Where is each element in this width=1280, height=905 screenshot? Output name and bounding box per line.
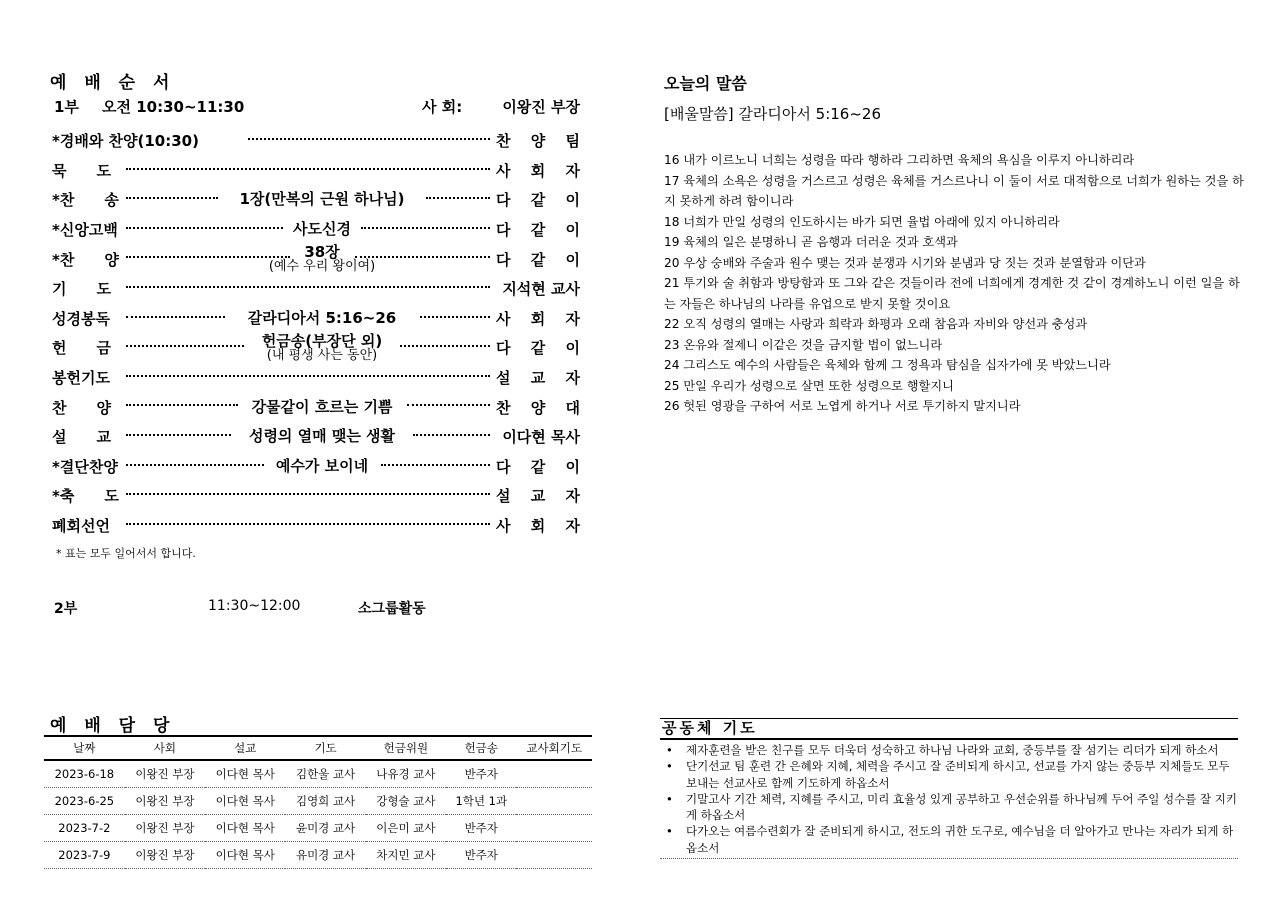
order-row [52, 422, 580, 452]
order-item-detail [202, 244, 442, 274]
order-item-detail-sub: (예수 우리 왕이여) [268, 259, 376, 275]
order-item-detail-text: 헌금송(부장단 외) [261, 331, 383, 350]
verse-line: 26 헛된 영광을 구하여 서로 노엽게 하거나 서로 투기하지 말지니라 [664, 399, 1021, 413]
order-item-detail [202, 392, 442, 422]
scripture-reference: [배울말씀] 갈라디아서 5:16~26 [664, 105, 881, 123]
staff-header-cell: 교사회기도 [516, 736, 592, 760]
table-row [44, 815, 592, 842]
order-item-person-char: 같 [530, 457, 546, 476]
order-item-person [496, 126, 580, 156]
service2-time: 11:30~12:00 [208, 598, 301, 614]
staff-header-cell: 기도 [285, 736, 365, 760]
order-item-detail [202, 333, 442, 363]
order-item-person-char: 이 [565, 339, 580, 358]
order-item-detail [202, 185, 442, 215]
service1-part: 1부 [54, 98, 79, 116]
order-item-person-char: 찬 [496, 398, 511, 417]
order-item-detail-text: 1장(만복의 근원 하나님) [239, 190, 405, 209]
verse-line: 16 내가 이르노니 너희는 성령을 따라 행하라 그리하면 육체의 욕심을 이루지 아니하리라 [664, 153, 1135, 167]
order-item-person [496, 392, 580, 422]
order-item-person-char: 이 [565, 250, 580, 269]
staff-cell: 이다현 목사 [205, 760, 285, 788]
order-item-person-char: 자 [565, 517, 580, 536]
staff-cell [516, 760, 592, 788]
dotted-leader [126, 227, 283, 229]
staff-cell [516, 788, 592, 815]
verse-list [664, 150, 1244, 417]
order-item-person: 지석현 교사 [502, 280, 580, 299]
order-item-person-char: 같 [530, 250, 546, 269]
order-item-person-char: 양 [530, 132, 546, 151]
dotted-leader [126, 197, 218, 199]
service2-row [54, 598, 454, 618]
service2-part: 2부 [54, 601, 78, 617]
staff-cell: 이왕진 부장 [125, 842, 205, 869]
order-item-label: 기 도 [52, 280, 111, 299]
order-item-person-char: 다 [496, 457, 511, 476]
order-item-person-char: 같 [530, 339, 546, 358]
staff-header-cell: 설교 [205, 736, 285, 760]
worship-order-list [52, 126, 580, 540]
service1-host-label: 사 회: [422, 98, 463, 116]
dotted-leader [426, 197, 490, 199]
service1-header [54, 96, 580, 118]
order-item-detail-text: 38장 [304, 243, 340, 262]
staff-cell: 2023-6-25 [44, 788, 125, 815]
order-item-label: *찬 양 [52, 250, 119, 269]
order-item-detail [202, 452, 442, 482]
order-item-person-char: 같 [530, 221, 546, 240]
bullet-icon: • [666, 743, 673, 757]
order-row [52, 156, 580, 186]
order-item-person [496, 244, 580, 274]
order-item-person-char: 교 [530, 369, 546, 388]
staff-cell: 반주자 [446, 842, 516, 869]
order-item-person-char: 이 [565, 457, 580, 476]
staff-cell: 1학년 1과 [446, 788, 516, 815]
order-item-person-char: 다 [496, 250, 511, 269]
order-item-label: *신앙고백 [52, 221, 118, 240]
staff-header-cell: 날짜 [44, 736, 125, 760]
order-item-person-char: 자 [565, 161, 580, 180]
order-item-person [496, 333, 580, 363]
staff-table [44, 735, 592, 869]
dotted-leader [126, 345, 244, 347]
dotted-leader [248, 138, 490, 140]
staff-cell: 이은미 교사 [366, 815, 446, 842]
order-item-person [496, 511, 580, 541]
order-item-person-char: 대 [565, 398, 580, 417]
dotted-leader [126, 256, 290, 258]
staff-cell: 이다현 목사 [205, 815, 285, 842]
order-row [52, 185, 580, 215]
order-item-person-char: 같 [530, 191, 546, 210]
order-item-person: 이다현 목사 [502, 428, 580, 447]
order-item-person-char: 다 [496, 221, 511, 240]
order-item-person-char: 사 [496, 517, 511, 536]
service1-host: 이왕진 부장 [502, 98, 580, 116]
order-row [52, 392, 580, 422]
order-item-person-char: 사 [496, 309, 511, 328]
order-item-person-char: 회 [530, 161, 546, 180]
order-row [52, 304, 580, 334]
order-item-detail [202, 215, 442, 245]
staff-cell: 나유경 교사 [366, 760, 446, 788]
order-item-detail-text: 성령의 열매 맺는 생활 [248, 427, 396, 446]
order-item-person-char: 회 [530, 309, 546, 328]
dotted-leader [126, 434, 231, 436]
bullet-icon: • [666, 759, 673, 774]
dotted-leader [381, 464, 491, 466]
staff-cell: 이왕진 부장 [125, 760, 205, 788]
order-item-person-char: 이 [565, 221, 580, 240]
table-row [44, 842, 592, 869]
staff-cell: 차지민 교사 [366, 842, 446, 869]
order-item-label: 묵 도 [52, 161, 111, 180]
order-item-person-char: 설 [496, 487, 511, 506]
verse-line: 17 육체의 소욕은 성령을 거스르고 성령은 육체를 거스르나니 이 둘이 서로 대적함으로 너희가 원하는 것을 하지 못하게 하려 함이니라 [664, 173, 1244, 208]
order-item-person [496, 363, 580, 393]
service2-activity: 소그룹활동 [358, 601, 426, 617]
order-item-person [496, 452, 580, 482]
dotted-leader [420, 316, 491, 318]
staff-cell: 강형술 교사 [366, 788, 446, 815]
order-item-person-char: 자 [565, 309, 580, 328]
order-item-person-char: 사 [496, 161, 511, 180]
order-item-detail-sub: (내 평생 사는 동안) [266, 347, 378, 363]
dotted-leader [126, 286, 490, 288]
staff-cell: 김영희 교사 [285, 788, 365, 815]
dotted-leader [126, 316, 225, 318]
staff-cell: 2023-7-2 [44, 815, 125, 842]
dotted-leader [355, 256, 491, 258]
staff-cell: 2023-7-9 [44, 842, 125, 869]
order-item-person-char: 다 [496, 339, 511, 358]
staff-cell: 이왕진 부장 [125, 788, 205, 815]
order-row [52, 215, 580, 245]
order-row [52, 452, 580, 482]
verse-line: 18 너희가 만일 성령의 인도하시는 바가 되면 율법 아래에 있지 아니하리라 [664, 214, 1060, 229]
staff-cell: 2023-6-18 [44, 760, 125, 788]
dotted-leader [126, 523, 490, 525]
order-item-person-char: 양 [530, 398, 546, 417]
prayer-item [666, 742, 1238, 758]
dotted-leader [126, 168, 490, 170]
table-row [44, 788, 592, 815]
order-item-person [496, 304, 580, 334]
order-item-person-char: 팀 [565, 132, 580, 151]
order-item-person [496, 215, 580, 245]
order-item-label: *찬 송 [52, 191, 119, 210]
staff-cell: 반주자 [446, 815, 516, 842]
staff-cell: 유미경 교사 [285, 842, 365, 869]
order-row [52, 244, 580, 274]
table-row [44, 760, 592, 788]
order-row [52, 511, 580, 541]
prayer-item [666, 758, 1238, 791]
order-item-detail-text: 예수가 보이네 [275, 456, 369, 475]
verse-line: 21 투기와 술 취함과 방탕함과 또 그와 같은 것들이라 전에 너희에게 경계한 것 같이 경계하노니 이런 일을 하는 자들은 하나님의 나라를 유업으로 받지 못할 것이요 [664, 276, 1240, 311]
order-item-person-char: 설 [496, 369, 511, 388]
order-item-label: 헌 금 [52, 339, 111, 358]
dotted-leader [126, 375, 490, 377]
dotted-leader [126, 464, 264, 466]
order-row [52, 333, 580, 363]
staff-cell: 김한울 교사 [285, 760, 365, 788]
order-item-person [496, 156, 580, 186]
order-item-label: 봉헌기도 [52, 369, 110, 388]
standing-note: * 표는 모두 일어서서 합니다. [56, 547, 196, 560]
staff-cell: 이다현 목사 [205, 842, 285, 869]
dotted-leader [361, 227, 490, 229]
staff-cell: 이다현 목사 [205, 788, 285, 815]
order-row [52, 274, 580, 304]
order-item-person-char: 찬 [496, 132, 511, 151]
prayer-text: 다가오는 여름수련회가 잘 준비되게 하시고, 전도의 귀한 도구로, 예수님을 더 알아가고 만나는 자리가 되게 하옵소서 [686, 824, 1234, 855]
prayer-text: 단기선교 팀 훈련 간 은혜와 지혜, 체력을 주시고 잘 준비되게 하시고, 선교를 가지 않는 중등부 지체들도 모두 보내는 선교사로 함께 기도하게 하옵소서 [686, 759, 1230, 790]
staff-header-cell: 헌금송 [446, 736, 516, 760]
order-item-person [496, 481, 580, 511]
dotted-leader [126, 404, 238, 406]
order-item-label: 성경봉독 [52, 309, 110, 328]
staff-cell: 윤미경 교사 [285, 815, 365, 842]
order-item-label: *축 도 [52, 487, 119, 506]
order-item-person [496, 185, 580, 215]
verse-line: 20 우상 숭배와 주술과 원수 맺는 것과 분쟁과 시기와 분냄과 당 짓는 것과 분열함과 이단과 [664, 255, 1146, 270]
prayer-text: 제자훈련을 받은 친구를 모두 더욱더 성숙하고 하나님 나라와 교회, 중등부를 잘 섬기는 리더가 되게 하소서 [686, 743, 1219, 757]
order-row [52, 481, 580, 511]
order-title: 예 배 순 서 [50, 73, 176, 93]
verse-line: 25 만일 우리가 성령으로 살면 또한 성령으로 행할지니 [664, 378, 954, 393]
order-item-detail [202, 304, 442, 334]
order-item-label: 설 교 [52, 428, 111, 447]
order-item-person-char: 회 [530, 517, 546, 536]
prayer-text: 기말고사 기간 체력, 지혜를 주시고, 미리 효율성 있게 공부하고 우선순위를 하나님께 두어 주일 성수를 잘 지키게 하옵소서 [686, 791, 1237, 823]
prayer-section [660, 718, 1238, 859]
order-item-detail [202, 422, 442, 452]
order-item-detail-text: 강물같이 흐르는 기쁨 [251, 397, 393, 416]
staff-cell [516, 842, 592, 869]
dotted-leader [407, 404, 491, 406]
order-item-person-char: 다 [496, 191, 511, 210]
dotted-leader [126, 493, 490, 495]
prayer-item [666, 823, 1238, 856]
prayer-item [666, 791, 1238, 824]
prayer-title: 공동체 기도 [660, 718, 1238, 740]
order-item-label: 폐회선언 [52, 517, 110, 536]
order-row [52, 126, 580, 156]
order-item-person-char: 이 [565, 191, 580, 210]
order-item-detail-text: 사도신경 [293, 220, 351, 239]
order-item-label: *결단찬양 [52, 457, 118, 476]
verse-line: 24 그리스도 예수의 사람들은 육체와 함께 그 정욕과 탐심을 십자가에 못 박았느니라 [664, 358, 1111, 372]
staff-header-cell: 사회 [125, 736, 205, 760]
bullet-icon: • [666, 791, 673, 806]
staff-cell: 반주자 [446, 760, 516, 788]
order-row [52, 363, 580, 393]
staff-cell [516, 815, 592, 842]
dotted-leader [400, 345, 490, 347]
staff-header-row [44, 736, 592, 760]
verse-line: 22 오직 성령의 열매는 사랑과 희락과 화평과 오래 참음과 자비와 양선과 충성과 [664, 317, 1088, 331]
order-item-person-char: 자 [565, 487, 580, 506]
prayer-list [660, 742, 1238, 859]
staff-header-cell: 헌금위원 [366, 736, 446, 760]
order-item-label: 찬 양 [52, 398, 111, 417]
staff-cell: 이왕진 부장 [125, 815, 205, 842]
bullet-icon: • [666, 824, 673, 839]
order-item-label: *경배와 찬양(10:30) [52, 132, 199, 151]
service1-time: 오전 10:30~11:30 [102, 98, 245, 116]
dotted-leader [413, 434, 490, 436]
staff-title: 예 배 담 당 [50, 716, 176, 736]
order-item-detail-text: 갈라디아서 5:16~26 [247, 308, 397, 327]
word-title: 오늘의 말씀 [664, 74, 747, 93]
order-item-person-char: 교 [530, 487, 546, 506]
order-item-person-char: 자 [565, 369, 580, 388]
verse-line: 19 육체의 일은 분명하니 곧 음행과 더러운 것과 호색과 [664, 235, 958, 249]
verse-line: 23 온유와 절제니 이같은 것을 금지할 법이 없느니라 [664, 337, 943, 352]
